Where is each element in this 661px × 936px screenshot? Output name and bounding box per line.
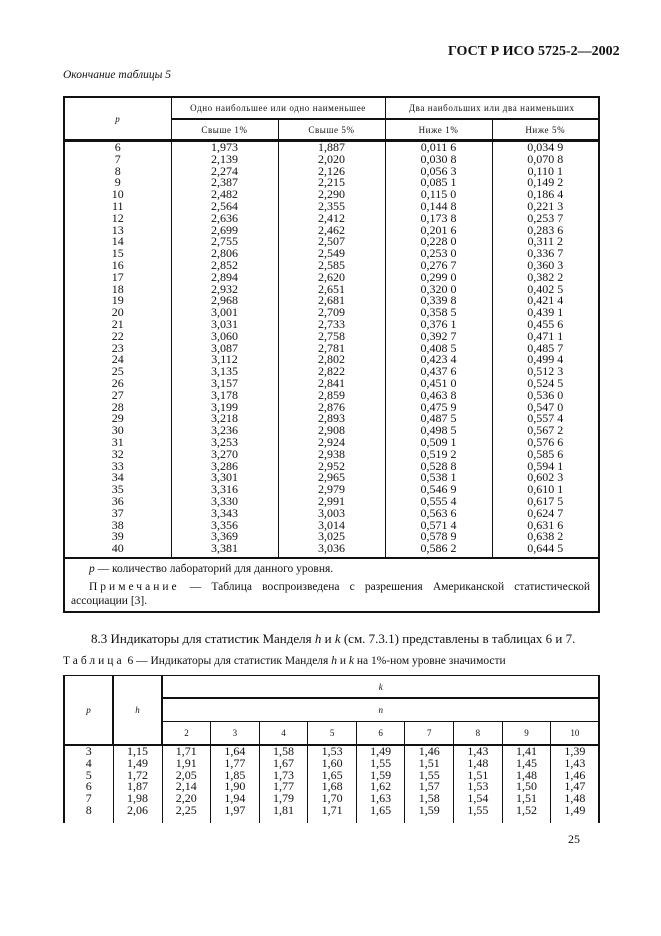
cell-below-5: 0,421 4	[492, 295, 599, 307]
cell-above-5: 2,822	[278, 366, 385, 378]
symbol-k: k	[334, 631, 341, 646]
caption-text: и	[336, 655, 349, 667]
cell-k: 1,51	[454, 770, 503, 782]
cell-below-1: 0,056 3	[385, 166, 492, 178]
cell-below-5: 0,485 7	[492, 343, 599, 355]
cell-k: 1,52	[502, 805, 551, 823]
cell-p: 7	[64, 154, 171, 166]
cell-p: 17	[64, 272, 171, 284]
cell-k: 1,58	[405, 793, 454, 805]
cell-above-1: 3,381	[171, 543, 278, 558]
column-header-above-5: Свыше 5%	[278, 119, 385, 141]
cell-k: 1,49	[551, 805, 600, 823]
caption-text: на 1%-ном уровне значимости	[353, 655, 506, 667]
cell-below-5: 0,070 8	[492, 154, 599, 166]
cell-below-1: 0,538 1	[385, 472, 492, 484]
cell-above-1: 2,806	[171, 248, 278, 260]
cell-below-5: 0,638 2	[492, 531, 599, 543]
cell-above-1: 2,274	[171, 166, 278, 178]
cell-above-1: 3,270	[171, 449, 278, 461]
cell-k: 1,65	[356, 805, 405, 823]
cell-above-1: 3,301	[171, 472, 278, 484]
cell-k: 1,81	[259, 805, 308, 823]
cell-p: 4	[64, 758, 113, 770]
cell-above-1: 3,286	[171, 461, 278, 473]
cell-above-1: 3,316	[171, 484, 278, 496]
column-header-p: p	[64, 97, 171, 141]
cell-above-5: 2,841	[278, 378, 385, 390]
cell-above-5: 3,003	[278, 508, 385, 520]
cell-below-5: 0,610 1	[492, 484, 599, 496]
cell-k: 1,46	[405, 745, 454, 758]
cell-below-5: 0,402 5	[492, 284, 599, 296]
cell-above-5: 2,781	[278, 343, 385, 355]
cell-k: 1,46	[551, 770, 600, 782]
cell-below-1: 0,463 8	[385, 390, 492, 402]
paragraph-text: 8.3 Индикаторы для статистик Манделя	[91, 631, 315, 646]
cell-k: 1,48	[551, 793, 600, 805]
cell-above-1: 2,755	[171, 236, 278, 248]
cell-p: 29	[64, 413, 171, 425]
cell-below-1: 0,408 5	[385, 343, 492, 355]
cell-k: 1,77	[259, 781, 308, 793]
cell-below-5: 0,512 3	[492, 366, 599, 378]
cell-h: 1,15	[113, 745, 162, 758]
cell-above-1: 3,356	[171, 520, 278, 532]
cell-k: 1,79	[259, 793, 308, 805]
cell-k: 1,68	[308, 781, 357, 793]
cell-k: 1,71	[308, 805, 357, 823]
cell-k: 1,48	[502, 770, 551, 782]
symbol-h: h	[331, 655, 337, 667]
cell-above-1: 1,973	[171, 141, 278, 154]
cell-below-5: 0,149 2	[492, 177, 599, 189]
cell-k: 1,85	[211, 770, 260, 782]
cell-below-5: 0,631 6	[492, 520, 599, 532]
cell-p: 38	[64, 520, 171, 532]
cell-h: 1,72	[113, 770, 162, 782]
p-definition	[71, 562, 590, 576]
cell-above-5: 2,924	[278, 437, 385, 449]
cell-above-5: 2,876	[278, 402, 385, 414]
cell-k: 1,41	[502, 745, 551, 758]
cell-below-1: 0,339 8	[385, 295, 492, 307]
standard-header: ГОСТ Р ИСО 5725-2—2002	[448, 44, 620, 59]
cell-k: 1,55	[356, 758, 405, 770]
cell-below-5: 0,311 2	[492, 236, 599, 248]
cell-above-5: 2,859	[278, 390, 385, 402]
cell-above-5: 2,651	[278, 284, 385, 296]
cell-below-5: 0,536 0	[492, 390, 599, 402]
cell-above-5: 2,462	[278, 225, 385, 237]
cell-k: 2,14	[162, 781, 211, 793]
cell-above-5: 2,215	[278, 177, 385, 189]
cell-below-5: 0,547 0	[492, 402, 599, 414]
cell-below-1: 0,376 1	[385, 319, 492, 331]
cell-k: 1,51	[502, 793, 551, 805]
cell-below-1: 0,144 8	[385, 201, 492, 213]
cell-k: 1,59	[356, 770, 405, 782]
cell-k: 1,70	[308, 793, 357, 805]
cell-above-5: 2,507	[278, 236, 385, 248]
cell-above-1: 3,001	[171, 307, 278, 319]
cell-below-5: 0,576 6	[492, 437, 599, 449]
cell-p: 11	[64, 201, 171, 213]
cell-k: 1,97	[211, 805, 260, 823]
cell-above-5: 2,585	[278, 260, 385, 272]
cell-k: 1,59	[405, 805, 454, 823]
cell-above-5: 2,758	[278, 331, 385, 343]
cell-below-1: 0,528 8	[385, 461, 492, 473]
cell-below-1: 0,358 5	[385, 307, 492, 319]
cell-k: 2,20	[162, 793, 211, 805]
cell-above-5: 2,126	[278, 166, 385, 178]
cell-below-1: 0,253 0	[385, 248, 492, 260]
column-header-h: h	[113, 676, 162, 746]
cell-below-5: 0,471 1	[492, 331, 599, 343]
cell-k: 1,53	[454, 781, 503, 793]
cell-k: 1,90	[211, 781, 260, 793]
cell-below-5: 0,034 9	[492, 141, 599, 154]
cell-p: 27	[64, 390, 171, 402]
cell-above-1: 3,369	[171, 531, 278, 543]
cell-below-1: 0,115 0	[385, 189, 492, 201]
cell-k: 1,73	[259, 770, 308, 782]
note-label: Примечание	[89, 580, 180, 593]
p-definition-text: — количество лабораторий для данного уровня.	[94, 562, 334, 575]
cell-above-1: 3,135	[171, 366, 278, 378]
cell-k: 1,47	[551, 781, 600, 793]
cell-above-1: 2,564	[171, 201, 278, 213]
cell-above-1: 2,387	[171, 177, 278, 189]
cell-k: 1,39	[551, 745, 600, 758]
paragraph-text: (см. 7.3.1) представлены в таблицах 6 и 7.	[340, 631, 576, 646]
cell-below-1: 0,519 2	[385, 449, 492, 461]
column-header-n-8: 8	[454, 722, 503, 746]
cell-k: 1,62	[356, 781, 405, 793]
table-6	[63, 675, 600, 823]
cell-below-5: 0,110 1	[492, 166, 599, 178]
cell-below-5: 0,336 7	[492, 248, 599, 260]
cell-below-5: 0,283 6	[492, 225, 599, 237]
cell-k: 1,57	[405, 781, 454, 793]
column-header-n-7: 7	[405, 722, 454, 746]
cell-below-1: 0,320 0	[385, 284, 492, 296]
cell-above-5: 2,412	[278, 213, 385, 225]
cell-p: 12	[64, 213, 171, 225]
cell-below-1: 0,276 7	[385, 260, 492, 272]
cell-p: 31	[64, 437, 171, 449]
table6-caption	[63, 655, 506, 667]
cell-p: 30	[64, 425, 171, 437]
cell-p: 8	[64, 166, 171, 178]
group-header-k: k	[162, 676, 599, 699]
cell-p: 5	[64, 770, 113, 782]
cell-k: 1,77	[211, 758, 260, 770]
cell-above-1: 3,330	[171, 496, 278, 508]
cell-k: 1,50	[502, 781, 551, 793]
cell-above-1: 2,482	[171, 189, 278, 201]
cell-k: 1,91	[162, 758, 211, 770]
cell-above-5: 2,290	[278, 189, 385, 201]
cell-above-1: 2,894	[171, 272, 278, 284]
cell-h: 1,87	[113, 781, 162, 793]
cell-p: 16	[64, 260, 171, 272]
table5-notes	[64, 558, 599, 612]
table6-body	[64, 745, 599, 823]
cell-above-1: 3,199	[171, 402, 278, 414]
cell-below-1: 0,475 9	[385, 402, 492, 414]
cell-below-5: 0,594 1	[492, 461, 599, 473]
cell-above-5: 1,887	[278, 141, 385, 154]
group-header-n: n	[162, 698, 599, 722]
cell-above-1: 3,060	[171, 331, 278, 343]
cell-h: 2,06	[113, 805, 162, 823]
cell-below-5: 0,186 4	[492, 189, 599, 201]
cell-below-5: 0,253 7	[492, 213, 599, 225]
column-header-below-1: Ниже 1%	[385, 119, 492, 141]
column-header-below-5: Ниже 5%	[492, 119, 599, 141]
cell-below-5: 0,624 7	[492, 508, 599, 520]
column-header-n-9: 9	[502, 722, 551, 746]
cell-h: 1,49	[113, 758, 162, 770]
cell-above-1: 3,236	[171, 425, 278, 437]
cell-k: 2,25	[162, 805, 211, 823]
cell-above-5: 2,952	[278, 461, 385, 473]
table5-body	[64, 141, 599, 558]
cell-above-5: 2,802	[278, 354, 385, 366]
cell-k: 1,67	[259, 758, 308, 770]
cell-k: 1,58	[259, 745, 308, 758]
cell-below-1: 0,555 4	[385, 496, 492, 508]
cell-above-5: 2,965	[278, 472, 385, 484]
column-header-n-5: 5	[308, 722, 357, 746]
cell-k: 2,05	[162, 770, 211, 782]
cell-below-1: 0,578 9	[385, 531, 492, 543]
cell-below-5: 0,360 3	[492, 260, 599, 272]
cell-below-5: 0,499 4	[492, 354, 599, 366]
cell-above-5: 2,681	[278, 295, 385, 307]
caption-text: 6 — Индикаторы для статистик Манделя	[124, 655, 332, 667]
cell-p: 24	[64, 354, 171, 366]
cell-above-5: 3,014	[278, 520, 385, 532]
cell-p: 10	[64, 189, 171, 201]
cell-below-1: 0,228 0	[385, 236, 492, 248]
cell-p: 20	[64, 307, 171, 319]
cell-p: 37	[64, 508, 171, 520]
cell-p: 19	[64, 295, 171, 307]
cell-p: 14	[64, 236, 171, 248]
cell-k: 1,55	[454, 805, 503, 823]
cell-below-1: 0,571 4	[385, 520, 492, 532]
cell-k: 1,64	[211, 745, 260, 758]
cell-p: 7	[64, 793, 113, 805]
cell-k: 1,71	[162, 745, 211, 758]
cell-p: 3	[64, 745, 113, 758]
cell-below-1: 0,509 1	[385, 437, 492, 449]
cell-below-5: 0,557 4	[492, 413, 599, 425]
cell-below-1: 0,546 9	[385, 484, 492, 496]
cell-p: 21	[64, 319, 171, 331]
cell-p: 23	[64, 343, 171, 355]
note	[71, 580, 590, 608]
page-number: 25	[568, 832, 580, 846]
cell-below-5: 0,585 6	[492, 449, 599, 461]
cell-p: 8	[64, 805, 113, 823]
cell-above-5: 2,938	[278, 449, 385, 461]
cell-above-5: 2,020	[278, 154, 385, 166]
cell-above-5: 3,025	[278, 531, 385, 543]
cell-k: 1,94	[211, 793, 260, 805]
cell-k: 1,60	[308, 758, 357, 770]
cell-p: 6	[64, 141, 171, 154]
table-5	[63, 96, 600, 613]
table5-continuation-caption: Окончание таблицы 5	[63, 69, 171, 81]
cell-k: 1,49	[356, 745, 405, 758]
cell-k: 1,53	[308, 745, 357, 758]
column-header-n-6: 6	[356, 722, 405, 746]
column-header-p: p	[64, 676, 113, 746]
cell-below-1: 0,030 8	[385, 154, 492, 166]
cell-k: 1,51	[405, 758, 454, 770]
cell-below-5: 0,382 2	[492, 272, 599, 284]
cell-p: 26	[64, 378, 171, 390]
symbol-h: h	[314, 631, 322, 646]
cell-below-5: 0,644 5	[492, 543, 599, 558]
cell-above-1: 3,087	[171, 343, 278, 355]
column-header-n-2: 2	[162, 722, 211, 746]
cell-above-5: 3,036	[278, 543, 385, 558]
cell-below-1: 0,451 0	[385, 378, 492, 390]
cell-k: 1,55	[405, 770, 454, 782]
column-header-n-10: 10	[551, 722, 600, 746]
cell-above-5: 2,355	[278, 201, 385, 213]
cell-below-1: 0,586 2	[385, 543, 492, 558]
cell-h: 1,98	[113, 793, 162, 805]
cell-k: 1,63	[356, 793, 405, 805]
symbol-k: k	[348, 655, 354, 667]
cell-above-1: 3,253	[171, 437, 278, 449]
cell-above-5: 2,709	[278, 307, 385, 319]
cell-above-1: 2,968	[171, 295, 278, 307]
cell-above-1: 2,139	[171, 154, 278, 166]
cell-below-1: 0,392 7	[385, 331, 492, 343]
cell-p: 33	[64, 461, 171, 473]
cell-below-5: 0,617 5	[492, 496, 599, 508]
cell-p: 15	[64, 248, 171, 260]
caption-label: Таблица	[63, 655, 125, 667]
cell-below-1: 0,563 6	[385, 508, 492, 520]
cell-above-5: 2,549	[278, 248, 385, 260]
note-text: — Таблица воспроизведена с разрешения Американской статистической ассоциации [3].	[71, 580, 590, 607]
cell-k: 1,43	[551, 758, 600, 770]
cell-below-1: 0,437 6	[385, 366, 492, 378]
section-8-3-paragraph	[91, 631, 575, 647]
cell-p: 25	[64, 366, 171, 378]
column-header-above-1: Свыше 1%	[171, 119, 278, 141]
cell-below-1: 0,173 8	[385, 213, 492, 225]
cell-p: 28	[64, 402, 171, 414]
cell-above-1: 2,932	[171, 284, 278, 296]
cell-p: 40	[64, 543, 171, 558]
cell-k: 1,48	[454, 758, 503, 770]
cell-p: 18	[64, 284, 171, 296]
cell-k: 1,45	[502, 758, 551, 770]
cell-above-1: 2,852	[171, 260, 278, 272]
cell-above-5: 2,893	[278, 413, 385, 425]
cell-above-1: 2,636	[171, 213, 278, 225]
cell-below-5: 0,524 5	[492, 378, 599, 390]
cell-p: 6	[64, 781, 113, 793]
group-header-single-outlier: Одно наибольшее или одно наименьшее	[171, 97, 385, 119]
cell-k: 1,65	[308, 770, 357, 782]
cell-below-1: 0,487 5	[385, 413, 492, 425]
cell-above-5: 2,979	[278, 484, 385, 496]
cell-k: 1,54	[454, 793, 503, 805]
cell-above-5: 2,733	[278, 319, 385, 331]
cell-below-5: 0,567 2	[492, 425, 599, 437]
cell-below-5: 0,439 1	[492, 307, 599, 319]
cell-p: 9	[64, 177, 171, 189]
cell-below-1: 0,498 5	[385, 425, 492, 437]
cell-above-1: 3,178	[171, 390, 278, 402]
cell-above-1: 3,343	[171, 508, 278, 520]
cell-below-5: 0,221 3	[492, 201, 599, 213]
cell-below-1: 0,011 6	[385, 141, 492, 154]
cell-above-1: 3,031	[171, 319, 278, 331]
paragraph-text: и	[321, 631, 335, 646]
table-row	[64, 543, 599, 558]
cell-p: 35	[64, 484, 171, 496]
cell-above-5: 2,991	[278, 496, 385, 508]
cell-above-1: 3,157	[171, 378, 278, 390]
cell-p: 34	[64, 472, 171, 484]
cell-below-1: 0,085 1	[385, 177, 492, 189]
cell-below-5: 0,602 3	[492, 472, 599, 484]
cell-p: 39	[64, 531, 171, 543]
cell-p: 36	[64, 496, 171, 508]
cell-below-1: 0,423 4	[385, 354, 492, 366]
cell-below-1: 0,201 6	[385, 225, 492, 237]
cell-above-1: 2,699	[171, 225, 278, 237]
cell-above-1: 3,218	[171, 413, 278, 425]
cell-above-5: 2,908	[278, 425, 385, 437]
cell-p: 22	[64, 331, 171, 343]
cell-above-5: 2,620	[278, 272, 385, 284]
cell-below-1: 0,299 0	[385, 272, 492, 284]
cell-p: 13	[64, 225, 171, 237]
cell-above-1: 3,112	[171, 354, 278, 366]
cell-below-5: 0,455 6	[492, 319, 599, 331]
cell-k: 1,43	[454, 745, 503, 758]
column-header-n-4: 4	[259, 722, 308, 746]
cell-p: 32	[64, 449, 171, 461]
p-symbol: p	[89, 562, 95, 575]
group-header-double-outlier: Два наибольших или два наименьших	[385, 97, 599, 119]
table-row	[64, 805, 599, 823]
column-header-n-3: 3	[211, 722, 260, 746]
